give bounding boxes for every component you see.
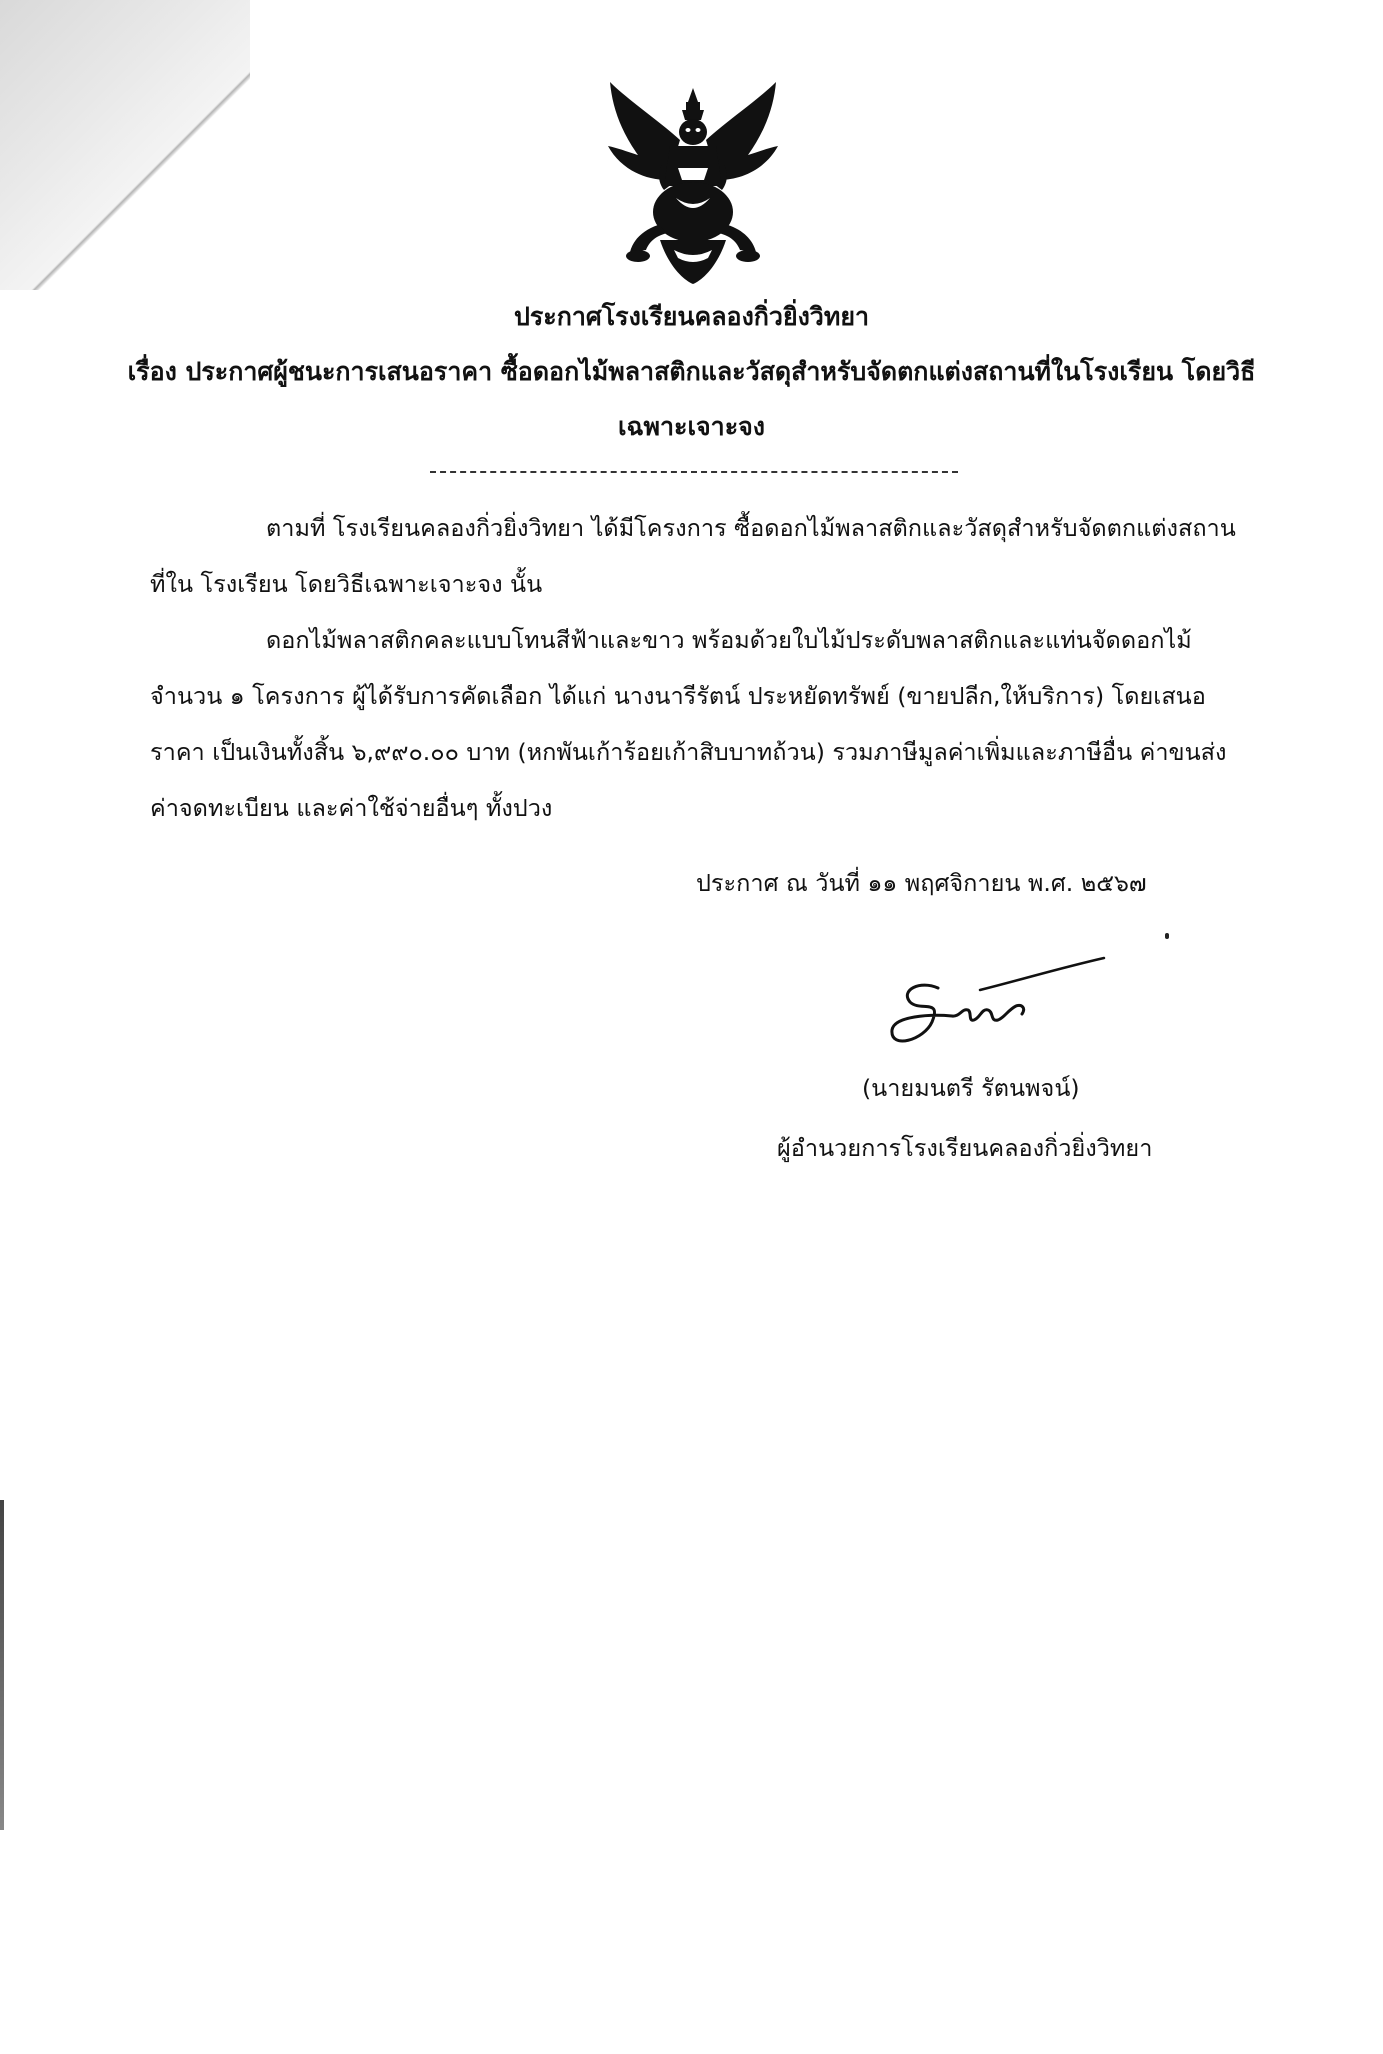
- ink-speck: [1165, 933, 1169, 939]
- body-paragraph-2: ดอกไม้พลาสติกคละแบบโทนสีฟ้าและขาว พร้อมด้วยใบไม้ประดับพลาสติกและแท่นจัดดอกไม้ จำนวน ๑ โครงการ ผู้ได้รับการคัดเลือก ได้แก่ นางนารีรัตน์ ประหยัดทรัพย์ (ขายปลีก,ให้บริการ) โดยเสนอราคา เป็นเงินทั้งสิ้น ๖,๙๙๐.๐๐ บาท (หกพันเก้าร้อยเก้าสิบบาทถ้วน) รวมภาษีมูลค่าเพิ่มและภาษีอื่น ค่าขนส่ง ค่าจดทะเบียน และค่าใช้จ่ายอื่นๆ ทั้งปวง: [150, 626, 1227, 822]
- title-divider: [430, 471, 958, 473]
- scan-edge-mark: [0, 1500, 4, 1830]
- announcement-title: ประกาศโรงเรียนคลองกิ่วยิ่งวิทยา: [513, 302, 870, 331]
- announcement-subject-line-1: เรื่อง ประกาศผู้ชนะการเสนอราคา ซื้อดอกไม้พลาสติกและวัสดุสำหรับจัดตกแต่งสถานที่ในโรงเรียน โดยวิธี: [127, 357, 1256, 386]
- signer-title: ผู้อำนวยการโรงเรียนคลองกิ่วยิ่งวิทยา: [777, 1134, 1153, 1162]
- folded-corner-edge: [0, 0, 250, 290]
- garuda-emblem-icon: [598, 80, 788, 285]
- handwritten-signature: [880, 950, 1110, 1060]
- signer-name: (นายมนตรี รัตนพจน์): [862, 1074, 1080, 1102]
- announcement-subject-line-2: เฉพาะเจาะจง: [617, 412, 766, 441]
- body-paragraph-1: ตามที่ โรงเรียนคลองกิ่วยิ่งวิทยา ได้มีโครงการ ซื้อดอกไม้พลาสติกและวัสดุสำหรับจัดตกแต่งสถานที่ใน โรงเรียน โดยวิธีเฉพาะเจาะจง นั้น: [150, 514, 1236, 598]
- announcement-date: ประกาศ ณ วันที่ ๑๑ พฤศจิกายน พ.ศ. ๒๕๖๗: [696, 869, 1147, 897]
